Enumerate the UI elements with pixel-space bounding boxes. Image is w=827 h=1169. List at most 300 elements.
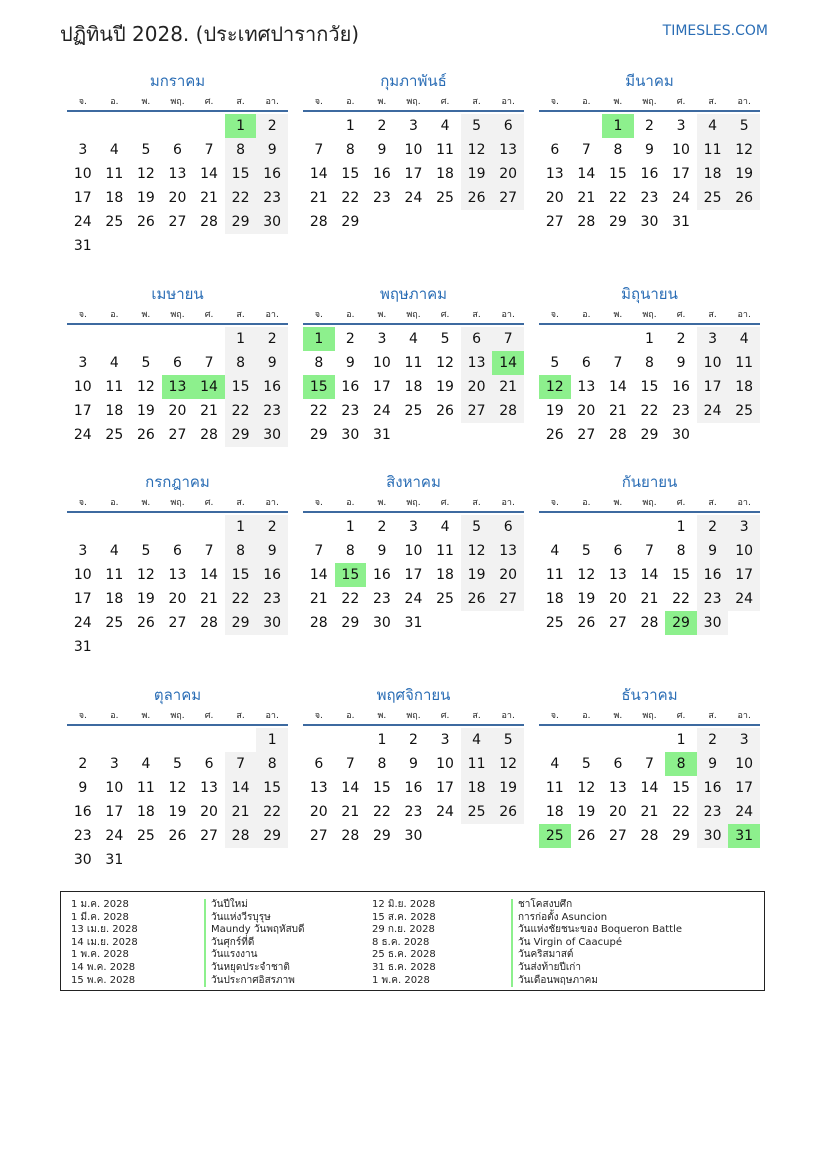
day-cell[interactable]: 17: [73, 190, 92, 206]
day-cell[interactable]: 14: [193, 375, 225, 399]
day-cell[interactable]: 1: [345, 118, 355, 134]
day-cell[interactable]: 8: [225, 138, 257, 162]
day-cell[interactable]: 11: [404, 355, 423, 371]
day-cell[interactable]: 18: [404, 379, 423, 395]
day-cell[interactable]: 8: [256, 752, 288, 776]
day-cell[interactable]: 20: [309, 804, 328, 820]
day-cell[interactable]: 18: [105, 190, 124, 206]
day-cell[interactable]: 5: [141, 355, 151, 371]
day-cell[interactable]: 18: [545, 591, 564, 607]
day-cell[interactable]: 19: [577, 591, 596, 607]
day-cell[interactable]: 28: [577, 214, 596, 230]
day-cell[interactable]: 26: [168, 828, 187, 844]
day-cell[interactable]: 30: [697, 611, 729, 635]
day-cell[interactable]: 2: [676, 331, 686, 347]
day-cell[interactable]: 4: [440, 118, 450, 134]
day-cell[interactable]: 10: [404, 142, 423, 158]
day-cell[interactable]: 6: [204, 756, 214, 772]
day-cell[interactable]: 8: [645, 355, 654, 371]
day-cell[interactable]: 20: [168, 591, 187, 607]
day-cell[interactable]: 31: [672, 214, 690, 230]
day-cell[interactable]: 23: [372, 190, 391, 206]
day-cell[interactable]: 21: [200, 403, 218, 419]
day-cell[interactable]: 22: [256, 800, 288, 824]
day-cell[interactable]: 7: [613, 355, 623, 371]
day-cell[interactable]: 19: [436, 379, 454, 395]
day-cell[interactable]: 24: [728, 587, 760, 611]
day-cell[interactable]: 3: [78, 543, 88, 559]
day-cell[interactable]: 6: [613, 756, 623, 772]
day-cell[interactable]: 16: [672, 379, 690, 395]
day-cell[interactable]: 16: [73, 804, 92, 820]
day-cell[interactable]: 10: [73, 379, 92, 395]
day-cell[interactable]: 12: [136, 166, 155, 182]
day-cell[interactable]: 31: [404, 615, 423, 631]
day-cell[interactable]: 13: [492, 138, 524, 162]
day-cell[interactable]: 26: [461, 186, 493, 210]
day-cell[interactable]: 15: [672, 780, 690, 796]
day-cell[interactable]: 30: [640, 214, 659, 230]
day-cell[interactable]: 25: [136, 828, 155, 844]
day-cell[interactable]: 16: [256, 162, 288, 186]
day-cell[interactable]: 1: [256, 728, 288, 752]
day-cell[interactable]: 3: [440, 732, 450, 748]
day-cell[interactable]: 29: [372, 828, 391, 844]
day-cell[interactable]: 11: [545, 567, 564, 583]
day-cell[interactable]: 13: [200, 780, 218, 796]
day-cell[interactable]: 13: [461, 351, 493, 375]
day-cell[interactable]: 4: [109, 142, 119, 158]
day-cell[interactable]: 23: [341, 403, 360, 419]
day-cell[interactable]: 15: [672, 567, 690, 583]
day-cell[interactable]: 25: [105, 214, 124, 230]
day-cell[interactable]: 18: [436, 567, 454, 583]
day-cell[interactable]: 2: [78, 756, 88, 772]
day-cell[interactable]: 7: [204, 543, 214, 559]
day-cell[interactable]: 2: [256, 515, 288, 539]
day-cell[interactable]: 4: [440, 519, 450, 535]
day-cell[interactable]: 14: [640, 567, 659, 583]
day-cell[interactable]: 6: [550, 142, 560, 158]
day-cell[interactable]: 23: [73, 828, 92, 844]
day-cell[interactable]: 1: [303, 327, 335, 351]
day-cell[interactable]: 5: [461, 114, 493, 138]
day-cell[interactable]: 6: [581, 355, 591, 371]
day-cell[interactable]: 20: [492, 162, 524, 186]
day-cell[interactable]: 13: [162, 375, 194, 399]
day-cell[interactable]: 19: [461, 563, 493, 587]
day-cell[interactable]: 6: [492, 114, 524, 138]
day-cell[interactable]: 26: [492, 800, 524, 824]
day-cell[interactable]: 27: [461, 399, 493, 423]
day-cell[interactable]: 9: [676, 355, 686, 371]
day-cell[interactable]: 2: [409, 732, 418, 748]
day-cell[interactable]: 28: [200, 615, 218, 631]
day-cell[interactable]: 21: [492, 375, 524, 399]
day-cell[interactable]: 22: [672, 591, 690, 607]
day-cell[interactable]: 12: [492, 752, 524, 776]
day-cell[interactable]: 24: [73, 427, 92, 443]
day-cell[interactable]: 3: [409, 519, 418, 535]
day-cell[interactable]: 5: [728, 114, 760, 138]
day-cell[interactable]: 16: [341, 379, 360, 395]
day-cell[interactable]: 8: [225, 539, 257, 563]
day-cell[interactable]: 20: [577, 403, 596, 419]
day-cell[interactable]: 4: [109, 543, 119, 559]
day-cell[interactable]: 23: [372, 591, 391, 607]
day-cell[interactable]: 11: [105, 379, 124, 395]
day-cell[interactable]: 10: [728, 752, 760, 776]
day-cell[interactable]: 1: [225, 327, 257, 351]
day-cell[interactable]: 17: [105, 804, 124, 820]
day-cell[interactable]: 29: [665, 611, 697, 635]
day-cell[interactable]: 24: [73, 615, 92, 631]
day-cell[interactable]: 21: [608, 403, 627, 419]
day-cell[interactable]: 25: [728, 399, 760, 423]
day-cell[interactable]: 6: [613, 543, 623, 559]
day-cell[interactable]: 21: [200, 190, 218, 206]
day-cell[interactable]: 17: [404, 567, 423, 583]
day-cell[interactable]: 4: [697, 114, 729, 138]
day-cell[interactable]: 26: [461, 587, 493, 611]
day-cell[interactable]: 9: [377, 142, 387, 158]
day-cell[interactable]: 24: [672, 190, 690, 206]
day-cell[interactable]: 14: [225, 776, 257, 800]
day-cell[interactable]: 20: [168, 403, 187, 419]
day-cell[interactable]: 27: [545, 214, 564, 230]
day-cell[interactable]: 4: [550, 543, 560, 559]
day-cell[interactable]: 3: [78, 355, 88, 371]
day-cell[interactable]: 12: [136, 567, 155, 583]
day-cell[interactable]: 14: [309, 567, 328, 583]
day-cell[interactable]: 28: [640, 615, 659, 631]
day-cell[interactable]: 30: [256, 611, 288, 635]
day-cell[interactable]: 13: [608, 567, 627, 583]
day-cell[interactable]: 27: [168, 427, 187, 443]
day-cell[interactable]: 5: [141, 142, 151, 158]
day-cell[interactable]: 13: [168, 166, 187, 182]
day-cell[interactable]: 10: [105, 780, 124, 796]
day-cell[interactable]: 17: [73, 403, 92, 419]
day-cell[interactable]: 16: [640, 166, 659, 182]
day-cell[interactable]: 3: [78, 142, 88, 158]
day-cell[interactable]: 1: [645, 331, 654, 347]
day-cell[interactable]: 19: [136, 190, 155, 206]
day-cell[interactable]: 29: [225, 210, 257, 234]
day-cell[interactable]: 22: [640, 403, 659, 419]
day-cell[interactable]: 21: [341, 804, 360, 820]
day-cell[interactable]: 26: [577, 828, 596, 844]
day-cell[interactable]: 2: [256, 114, 288, 138]
day-cell[interactable]: 3: [409, 118, 418, 134]
day-cell[interactable]: 7: [581, 142, 591, 158]
day-cell[interactable]: 10: [436, 756, 454, 772]
day-cell[interactable]: 8: [613, 142, 623, 158]
day-cell[interactable]: 27: [608, 615, 627, 631]
day-cell[interactable]: 29: [256, 824, 288, 848]
day-cell[interactable]: 5: [440, 331, 450, 347]
day-cell[interactable]: 7: [314, 543, 324, 559]
day-cell[interactable]: 15: [335, 563, 367, 587]
day-cell[interactable]: 20: [168, 190, 187, 206]
day-cell[interactable]: 31: [73, 238, 92, 254]
day-cell[interactable]: 9: [256, 351, 288, 375]
day-cell[interactable]: 27: [309, 828, 328, 844]
day-cell[interactable]: 14: [577, 166, 596, 182]
day-cell[interactable]: 16: [372, 166, 391, 182]
day-cell[interactable]: 3: [676, 118, 686, 134]
day-cell[interactable]: 11: [697, 138, 729, 162]
day-cell[interactable]: 18: [545, 804, 564, 820]
day-cell[interactable]: 3: [377, 331, 387, 347]
day-cell[interactable]: 22: [341, 190, 360, 206]
day-cell[interactable]: 12: [728, 138, 760, 162]
day-cell[interactable]: 3: [728, 728, 760, 752]
day-cell[interactable]: 29: [225, 611, 257, 635]
day-cell[interactable]: 17: [372, 379, 391, 395]
day-cell[interactable]: 21: [225, 800, 257, 824]
day-cell[interactable]: 28: [200, 427, 218, 443]
day-cell[interactable]: 9: [256, 138, 288, 162]
day-cell[interactable]: 26: [136, 214, 155, 230]
day-cell[interactable]: 21: [200, 591, 218, 607]
day-cell[interactable]: 5: [141, 543, 151, 559]
day-cell[interactable]: 19: [728, 162, 760, 186]
day-cell[interactable]: 2: [377, 118, 387, 134]
day-cell[interactable]: 6: [314, 756, 324, 772]
day-cell[interactable]: 21: [309, 190, 328, 206]
day-cell[interactable]: 29: [341, 615, 360, 631]
day-cell[interactable]: 30: [697, 824, 729, 848]
day-cell[interactable]: 27: [577, 427, 596, 443]
day-cell[interactable]: 17: [73, 591, 92, 607]
day-cell[interactable]: 18: [105, 403, 124, 419]
day-cell[interactable]: 30: [404, 828, 423, 844]
day-cell[interactable]: 24: [404, 591, 423, 607]
day-cell[interactable]: 15: [303, 375, 335, 399]
day-cell[interactable]: 29: [608, 214, 627, 230]
day-cell[interactable]: 22: [341, 591, 360, 607]
day-cell[interactable]: 10: [73, 567, 92, 583]
day-cell[interactable]: 28: [608, 427, 627, 443]
day-cell[interactable]: 24: [697, 399, 729, 423]
day-cell[interactable]: 29: [640, 427, 659, 443]
brand-link[interactable]: TIMESLES.COM: [662, 23, 768, 39]
day-cell[interactable]: 30: [256, 423, 288, 447]
day-cell[interactable]: 1: [225, 515, 257, 539]
day-cell[interactable]: 13: [577, 379, 596, 395]
day-cell[interactable]: 10: [672, 142, 690, 158]
day-cell[interactable]: 31: [372, 427, 391, 443]
day-cell[interactable]: 18: [136, 804, 155, 820]
day-cell[interactable]: 17: [404, 166, 423, 182]
day-cell[interactable]: 9: [409, 756, 418, 772]
day-cell[interactable]: 29: [309, 427, 328, 443]
day-cell[interactable]: 20: [545, 190, 564, 206]
day-cell[interactable]: 23: [256, 399, 288, 423]
day-cell[interactable]: 7: [204, 355, 214, 371]
day-cell[interactable]: 8: [665, 752, 697, 776]
day-cell[interactable]: 11: [436, 142, 454, 158]
day-cell[interactable]: 8: [345, 142, 355, 158]
day-cell[interactable]: 25: [105, 427, 124, 443]
day-cell[interactable]: 2: [697, 515, 729, 539]
day-cell[interactable]: 4: [141, 756, 151, 772]
day-cell[interactable]: 23: [697, 587, 729, 611]
day-cell[interactable]: 3: [109, 756, 119, 772]
day-cell[interactable]: 21: [640, 591, 659, 607]
day-cell[interactable]: 28: [341, 828, 360, 844]
day-cell[interactable]: 7: [314, 142, 324, 158]
day-cell[interactable]: 25: [461, 800, 493, 824]
day-cell[interactable]: 1: [345, 519, 355, 535]
day-cell[interactable]: 16: [697, 563, 729, 587]
day-cell[interactable]: 20: [200, 804, 218, 820]
day-cell[interactable]: 28: [225, 824, 257, 848]
day-cell[interactable]: 11: [105, 567, 124, 583]
day-cell[interactable]: 9: [256, 539, 288, 563]
day-cell[interactable]: 6: [492, 515, 524, 539]
day-cell[interactable]: 21: [577, 190, 596, 206]
day-cell[interactable]: 19: [168, 804, 187, 820]
day-cell[interactable]: 18: [728, 375, 760, 399]
day-cell[interactable]: 31: [728, 824, 760, 848]
day-cell[interactable]: 21: [309, 591, 328, 607]
day-cell[interactable]: 4: [409, 331, 418, 347]
day-cell[interactable]: 29: [341, 214, 360, 230]
day-cell[interactable]: 14: [341, 780, 360, 796]
day-cell[interactable]: 22: [225, 399, 257, 423]
day-cell[interactable]: 12: [168, 780, 187, 796]
day-cell[interactable]: 5: [492, 728, 524, 752]
day-cell[interactable]: 18: [436, 166, 454, 182]
day-cell[interactable]: 14: [200, 567, 218, 583]
day-cell[interactable]: 24: [728, 800, 760, 824]
day-cell[interactable]: 8: [676, 543, 686, 559]
day-cell[interactable]: 20: [461, 375, 493, 399]
day-cell[interactable]: 7: [645, 756, 654, 772]
day-cell[interactable]: 9: [345, 355, 355, 371]
day-cell[interactable]: 20: [608, 804, 627, 820]
day-cell[interactable]: 9: [377, 543, 387, 559]
day-cell[interactable]: 6: [173, 355, 182, 371]
day-cell[interactable]: 13: [545, 166, 564, 182]
day-cell[interactable]: 12: [461, 539, 493, 563]
day-cell[interactable]: 15: [225, 375, 257, 399]
day-cell[interactable]: 19: [136, 591, 155, 607]
day-cell[interactable]: 30: [341, 427, 360, 443]
day-cell[interactable]: 27: [492, 587, 524, 611]
day-cell[interactable]: 19: [577, 804, 596, 820]
day-cell[interactable]: 8: [377, 756, 387, 772]
day-cell[interactable]: 11: [545, 780, 564, 796]
day-cell[interactable]: 16: [256, 375, 288, 399]
day-cell[interactable]: 13: [168, 567, 187, 583]
day-cell[interactable]: 27: [168, 214, 187, 230]
day-cell[interactable]: 4: [728, 327, 760, 351]
day-cell[interactable]: 3: [728, 515, 760, 539]
day-cell[interactable]: 18: [461, 776, 493, 800]
day-cell[interactable]: 27: [492, 186, 524, 210]
day-cell[interactable]: 12: [436, 355, 454, 371]
day-cell[interactable]: 23: [697, 800, 729, 824]
day-cell[interactable]: 25: [105, 615, 124, 631]
day-cell[interactable]: 15: [640, 379, 659, 395]
day-cell[interactable]: 1: [377, 732, 387, 748]
day-cell[interactable]: 1: [602, 114, 634, 138]
day-cell[interactable]: 16: [697, 776, 729, 800]
day-cell[interactable]: 14: [492, 351, 524, 375]
day-cell[interactable]: 1: [676, 732, 686, 748]
day-cell[interactable]: 9: [78, 780, 88, 796]
day-cell[interactable]: 7: [645, 543, 654, 559]
day-cell[interactable]: 26: [545, 427, 564, 443]
day-cell[interactable]: 11: [105, 166, 124, 182]
day-cell[interactable]: 16: [256, 563, 288, 587]
day-cell[interactable]: 31: [73, 639, 92, 655]
day-cell[interactable]: 22: [372, 804, 391, 820]
day-cell[interactable]: 20: [608, 591, 627, 607]
day-cell[interactable]: 24: [105, 828, 124, 844]
day-cell[interactable]: 17: [436, 780, 454, 796]
day-cell[interactable]: 4: [109, 355, 119, 371]
day-cell[interactable]: 8: [225, 351, 257, 375]
day-cell[interactable]: 27: [168, 615, 187, 631]
day-cell[interactable]: 3: [697, 327, 729, 351]
day-cell[interactable]: 15: [225, 563, 257, 587]
day-cell[interactable]: 10: [404, 543, 423, 559]
day-cell[interactable]: 12: [577, 567, 596, 583]
day-cell[interactable]: 16: [404, 780, 423, 796]
day-cell[interactable]: 10: [728, 539, 760, 563]
day-cell[interactable]: 14: [200, 166, 218, 182]
day-cell[interactable]: 21: [640, 804, 659, 820]
day-cell[interactable]: 15: [372, 780, 391, 796]
day-cell[interactable]: 23: [672, 403, 690, 419]
day-cell[interactable]: 11: [436, 543, 454, 559]
day-cell[interactable]: 31: [105, 852, 124, 868]
day-cell[interactable]: 30: [372, 615, 391, 631]
day-cell[interactable]: 25: [404, 403, 423, 419]
day-cell[interactable]: 28: [200, 214, 218, 230]
day-cell[interactable]: 1: [225, 114, 257, 138]
day-cell[interactable]: 25: [545, 615, 564, 631]
day-cell[interactable]: 6: [173, 543, 182, 559]
day-cell[interactable]: 7: [492, 327, 524, 351]
day-cell[interactable]: 13: [608, 780, 627, 796]
day-cell[interactable]: 23: [256, 186, 288, 210]
day-cell[interactable]: 20: [492, 563, 524, 587]
day-cell[interactable]: 18: [697, 162, 729, 186]
day-cell[interactable]: 17: [728, 776, 760, 800]
day-cell[interactable]: 29: [672, 828, 690, 844]
day-cell[interactable]: 8: [345, 543, 355, 559]
day-cell[interactable]: 14: [640, 780, 659, 796]
day-cell[interactable]: 13: [309, 780, 328, 796]
day-cell[interactable]: 24: [372, 403, 391, 419]
day-cell[interactable]: 23: [640, 190, 659, 206]
day-cell[interactable]: 12: [461, 138, 493, 162]
day-cell[interactable]: 11: [136, 780, 155, 796]
day-cell[interactable]: 22: [225, 587, 257, 611]
day-cell[interactable]: 12: [577, 780, 596, 796]
day-cell[interactable]: 19: [492, 776, 524, 800]
day-cell[interactable]: 18: [105, 591, 124, 607]
day-cell[interactable]: 15: [341, 166, 360, 182]
day-cell[interactable]: 10: [372, 355, 391, 371]
day-cell[interactable]: 1: [676, 519, 686, 535]
day-cell[interactable]: 2: [345, 331, 355, 347]
